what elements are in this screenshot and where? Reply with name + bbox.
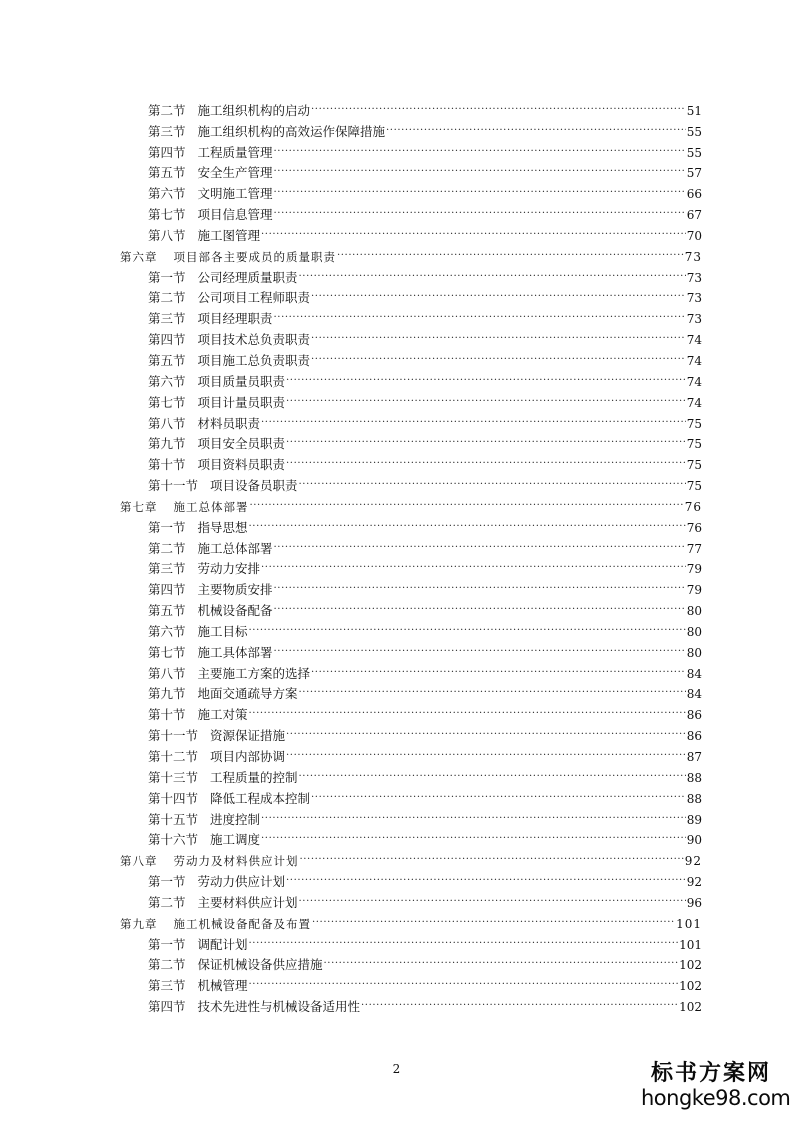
toc-entry-page: 74 xyxy=(686,374,702,389)
toc-entry-page: 88 xyxy=(686,770,702,785)
toc-entry-number: 第十二节 xyxy=(148,749,199,764)
toc-leader-dots xyxy=(261,553,686,574)
toc-entry-page: 102 xyxy=(679,1000,702,1015)
toc-entry-number: 第四节 xyxy=(148,999,186,1015)
toc-entry-number: 第十一节 xyxy=(148,478,199,494)
toc-entry-title: 主要施工方案的选择 xyxy=(197,665,311,681)
toc-entry-page: 79 xyxy=(686,583,702,598)
toc-leader-dots xyxy=(274,594,686,615)
toc-entry-number: 第七章 xyxy=(120,499,158,514)
toc-entry-title: 施工对策 xyxy=(197,707,248,723)
toc-entry-title: 公司项目工程师职责 xyxy=(197,290,311,306)
toc-entry-title: 施工调度 xyxy=(210,832,261,848)
toc-entry-number: 第七节 xyxy=(148,207,186,223)
toc-entry-number: 第七节 xyxy=(148,644,186,660)
toc-entry-number: 第一节 xyxy=(148,936,186,952)
toc-entry-number: 第七节 xyxy=(148,394,186,410)
toc-entry-number: 第六节 xyxy=(148,186,186,202)
toc-entry-page: 67 xyxy=(686,208,702,223)
toc-leader-dots xyxy=(286,386,686,407)
toc-entry-number: 第二节 xyxy=(148,894,186,910)
toc-leader-dots xyxy=(261,407,686,428)
toc-section-entry xyxy=(120,824,702,848)
toc-entry-page: 73 xyxy=(686,270,702,285)
toc-entry-page: 55 xyxy=(686,124,702,139)
toc-entry-title: 主要材料供应计划 xyxy=(197,894,298,910)
toc-entry-title: 项目安全员职责 xyxy=(197,436,286,452)
toc-entry-number: 第十一节 xyxy=(148,728,199,744)
toc-entry-number: 第六章 xyxy=(120,249,158,264)
toc-entry-page: 92 xyxy=(684,854,702,869)
toc-leader-dots xyxy=(311,323,686,344)
toc-entry-title: 主要物质安排 xyxy=(197,582,273,598)
toc-entry-page: 75 xyxy=(686,458,702,473)
toc-entry-page: 75 xyxy=(686,479,702,494)
toc-entry-number: 第十五节 xyxy=(148,811,199,827)
toc-entry-page: 90 xyxy=(686,833,702,848)
toc-leader-dots xyxy=(311,344,686,365)
toc-leader-dots xyxy=(286,719,686,740)
toc-entry-number: 第六节 xyxy=(148,623,186,639)
toc-entry-page: 101 xyxy=(679,937,702,952)
toc-entry-title: 文明施工管理 xyxy=(197,186,273,202)
toc-leader-dots xyxy=(286,365,686,386)
toc-leader-dots xyxy=(311,782,686,803)
toc-entry-page: 80 xyxy=(686,604,702,619)
toc-entry-page: 57 xyxy=(686,166,702,181)
toc-entry-page: 87 xyxy=(686,750,702,764)
toc-entry-page: 101 xyxy=(676,916,702,931)
toc-entry-title: 地面交通疏导方案 xyxy=(197,686,298,702)
toc-entry-page: 102 xyxy=(679,958,702,973)
toc-leader-dots xyxy=(337,240,684,261)
toc-entry-page: 74 xyxy=(686,333,702,348)
table-of-contents xyxy=(120,94,702,1015)
toc-leader-dots xyxy=(286,428,686,449)
toc-entry-page: 74 xyxy=(686,395,702,410)
toc-entry-number: 第九节 xyxy=(148,436,186,452)
toc-entry-page: 86 xyxy=(686,708,702,723)
toc-leader-dots xyxy=(274,302,686,323)
toc-leader-dots xyxy=(261,219,686,240)
toc-entry-number: 第三节 xyxy=(148,561,186,577)
toc-leader-dots xyxy=(274,573,686,594)
toc-leader-dots xyxy=(274,636,686,657)
toc-entry-title: 施工机械设备配备及布置 xyxy=(173,916,311,931)
toc-entry-page: 102 xyxy=(679,979,702,994)
toc-section-entry xyxy=(120,803,702,827)
toc-entry-title: 施工总体部署 xyxy=(197,540,273,556)
toc-entry-page: 66 xyxy=(686,187,702,202)
toc-leader-dots xyxy=(274,157,686,178)
toc-leader-dots xyxy=(261,803,686,824)
toc-leader-dots xyxy=(249,928,679,949)
toc-entry-page: 80 xyxy=(686,645,702,660)
toc-entry-page: 80 xyxy=(686,624,702,639)
toc-entry-page: 75 xyxy=(686,437,702,452)
toc-entry-title: 施工组织机构的高效运作保障措施 xyxy=(197,123,386,139)
toc-entry-number: 第一节 xyxy=(148,269,186,285)
toc-leader-dots xyxy=(249,698,686,719)
toc-leader-dots xyxy=(250,490,684,511)
toc-entry-number: 第一节 xyxy=(148,519,186,535)
toc-entry-title: 劳动力及材料供应计划 xyxy=(173,854,299,869)
toc-leader-dots xyxy=(274,136,686,157)
toc-entry-page: 73 xyxy=(686,312,702,327)
toc-entry-title: 施工目标 xyxy=(197,623,248,639)
toc-leader-dots xyxy=(311,282,686,303)
toc-entry-number: 第五节 xyxy=(148,352,186,368)
toc-leader-dots xyxy=(274,198,686,219)
toc-entry-number: 第十四节 xyxy=(148,790,199,806)
toc-section-entry xyxy=(120,782,702,806)
toc-entry-title: 施工具体部署 xyxy=(197,644,273,660)
toc-entry-number: 第三节 xyxy=(148,978,186,994)
toc-entry-number: 第二节 xyxy=(148,102,186,118)
page-number: 2 xyxy=(392,1062,401,1076)
watermark xyxy=(641,1060,791,1110)
toc-entry-title: 项目部各主要成员的质量职责 xyxy=(173,249,336,264)
toc-entry-number: 第八节 xyxy=(148,227,186,243)
toc-entry-page: 73 xyxy=(684,249,702,264)
toc-leader-dots xyxy=(311,657,686,678)
toc-entry-number: 第八节 xyxy=(148,665,186,681)
toc-entry-number: 第四节 xyxy=(148,582,186,598)
toc-entry-title: 调配计划 xyxy=(197,936,248,952)
toc-leader-dots xyxy=(286,448,686,469)
toc-entry-title: 进度控制 xyxy=(210,811,261,827)
toc-section-entry xyxy=(120,761,702,785)
toc-entry-number: 第十六节 xyxy=(148,832,199,848)
toc-entry-title: 施工组织机构的启动 xyxy=(197,102,311,118)
toc-entry-page: 75 xyxy=(686,416,702,431)
toc-entry-page: 86 xyxy=(686,729,702,744)
toc-entry-page: 77 xyxy=(686,541,702,556)
toc-entry-title: 施工图管理 xyxy=(197,227,261,243)
toc-leader-dots xyxy=(386,115,686,136)
toc-leader-dots xyxy=(299,678,686,699)
toc-entry-page: 73 xyxy=(686,291,702,306)
toc-entry-number: 第四节 xyxy=(148,332,186,348)
toc-entry-number: 第九节 xyxy=(148,686,186,702)
toc-leader-dots xyxy=(299,761,686,782)
toc-entry-title: 技术先进性与机械设备适用性 xyxy=(197,999,361,1015)
watermark-url: hongke98.com xyxy=(641,1086,791,1110)
toc-entry-title: 指导思想 xyxy=(197,519,248,535)
toc-entry-title: 材料员职责 xyxy=(197,415,261,431)
toc-entry-number: 第九章 xyxy=(120,916,158,931)
toc-entry-title: 施工总体部署 xyxy=(173,499,249,514)
toc-entry-title: 项目信息管理 xyxy=(197,207,273,223)
toc-entry-page: 74 xyxy=(686,353,702,368)
toc-entry-title: 项目设备员职责 xyxy=(210,478,298,494)
toc-leader-dots xyxy=(274,532,686,553)
toc-entry-number: 第二节 xyxy=(148,290,186,306)
toc-entry-title: 机械管理 xyxy=(197,978,248,994)
toc-entry-number: 第二节 xyxy=(148,957,186,973)
toc-entry-page: 51 xyxy=(686,103,702,118)
toc-leader-dots xyxy=(249,969,679,990)
toc-leader-dots xyxy=(299,261,686,282)
toc-entry-number: 第十三节 xyxy=(148,769,199,785)
toc-entry-number: 第五节 xyxy=(148,165,186,181)
toc-entry-page: 70 xyxy=(686,228,702,243)
toc-entry-page: 55 xyxy=(686,145,702,160)
toc-entry-page: 84 xyxy=(686,666,702,681)
toc-section-entry xyxy=(120,94,702,118)
toc-entry-title: 公司经理质量职责 xyxy=(197,269,298,285)
toc-entry-title: 项目经理职责 xyxy=(197,311,273,327)
toc-leader-dots xyxy=(299,469,686,490)
toc-entry-page: 88 xyxy=(686,791,702,806)
toc-leader-dots xyxy=(299,886,686,907)
toc-entry-number: 第六节 xyxy=(148,373,186,389)
toc-leader-dots xyxy=(324,949,679,970)
toc-leader-dots xyxy=(261,824,686,845)
toc-entry-title: 项目资料员职责 xyxy=(197,457,286,473)
toc-leader-dots xyxy=(286,865,686,886)
toc-entry-title: 项目内部协调 xyxy=(210,749,286,764)
toc-entry-number: 第十节 xyxy=(148,457,186,473)
toc-entry-number: 第八节 xyxy=(148,415,186,431)
toc-entry-number: 第一节 xyxy=(148,874,186,890)
toc-entry-number: 第五节 xyxy=(148,603,186,619)
toc-entry-number: 第二节 xyxy=(148,540,186,556)
toc-chapter-entry xyxy=(120,490,702,514)
toc-entry-title: 工程质量的控制 xyxy=(210,769,298,785)
toc-leader-dots xyxy=(274,177,686,198)
toc-entry-number: 第十节 xyxy=(148,707,186,723)
toc-entry-title: 机械设备配备 xyxy=(197,603,273,619)
toc-section-entry xyxy=(120,740,702,764)
toc-entry-page: 76 xyxy=(686,520,702,535)
toc-entry-page: 79 xyxy=(686,562,702,577)
toc-chapter-entry xyxy=(120,844,702,869)
toc-entry-page: 89 xyxy=(686,812,702,827)
toc-entry-title: 安全生产管理 xyxy=(197,165,273,181)
toc-entry-number: 第八章 xyxy=(120,854,158,869)
toc-entry-title: 项目计量员职责 xyxy=(197,394,286,410)
toc-leader-dots xyxy=(361,990,678,1011)
toc-leader-dots xyxy=(311,94,686,115)
toc-leader-dots xyxy=(300,844,684,865)
toc-entry-page: 84 xyxy=(686,687,702,702)
toc-entry-title: 项目施工总负责职责 xyxy=(197,352,311,368)
toc-entry-title: 保证机械设备供应措施 xyxy=(197,957,323,973)
toc-entry-page: 76 xyxy=(684,499,702,514)
toc-leader-dots xyxy=(249,615,686,636)
toc-leader-dots xyxy=(249,511,686,532)
toc-entry-page: 96 xyxy=(686,895,702,910)
toc-entry-number: 第三节 xyxy=(148,123,186,139)
toc-leader-dots xyxy=(312,907,675,928)
toc-entry-page: 92 xyxy=(686,875,702,890)
watermark-name: 标书方案网 xyxy=(650,1060,771,1086)
toc-entry-title: 项目技术总负责职责 xyxy=(197,332,311,348)
toc-entry-title: 劳动力供应计划 xyxy=(197,874,286,890)
toc-entry-title: 劳动力安排 xyxy=(197,561,261,577)
toc-entry-number: 第四节 xyxy=(148,144,186,160)
toc-entry-title: 资源保证措施 xyxy=(210,728,286,744)
toc-leader-dots xyxy=(286,740,686,761)
toc-entry-title: 降低工程成本控制 xyxy=(210,790,311,806)
toc-entry-title: 项目质量员职责 xyxy=(197,373,286,389)
toc-entry-number: 第三节 xyxy=(148,311,186,327)
toc-entry-title: 工程质量管理 xyxy=(197,144,273,160)
